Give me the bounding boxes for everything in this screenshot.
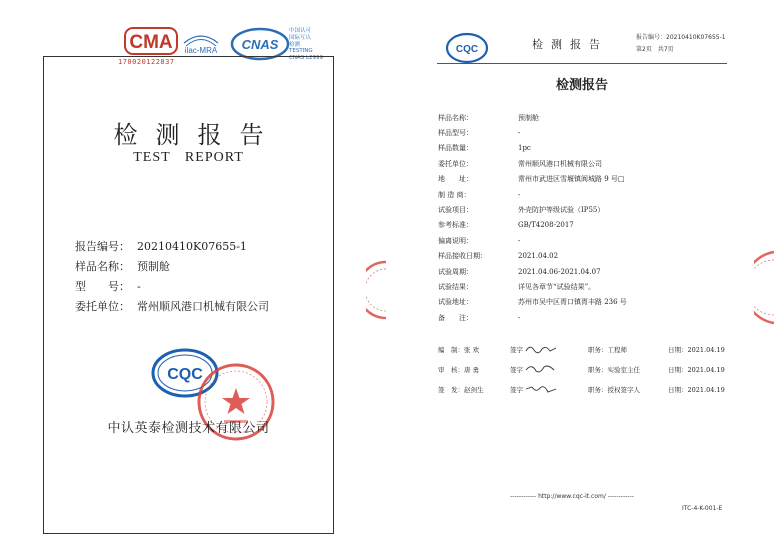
info-label: 样品数量： xyxy=(438,144,473,153)
handwritten-signature xyxy=(524,382,558,396)
cover-field-client xyxy=(75,297,269,317)
signature-position: 职务：授权签字人 xyxy=(588,386,640,394)
info-label: 样品接收日期： xyxy=(438,252,487,261)
header-report-number-label: 报告编号： xyxy=(636,34,667,41)
info-value: - xyxy=(518,313,521,322)
info-label: 偏离说明： xyxy=(438,236,473,245)
info-label: 地 址： xyxy=(438,175,473,184)
signature-date: 日期：2021.04.19 xyxy=(668,386,725,394)
header-page-info: 第2页 共7页 xyxy=(636,46,674,53)
cover-field-model xyxy=(75,277,269,297)
info-row-sample-quantity xyxy=(438,141,627,156)
cqc-header-logo-text: CQC xyxy=(455,44,479,55)
signature-block xyxy=(438,342,738,402)
footer-form-code: ITC-4-K-001-E xyxy=(682,505,723,512)
cnas-logo-text: CNAS xyxy=(241,37,279,52)
report-title: 检测报告 xyxy=(555,78,608,93)
info-value: - xyxy=(518,190,521,199)
info-value: 预制舱 xyxy=(518,113,539,122)
handwritten-signature xyxy=(524,362,558,376)
cnas-line: 检测 xyxy=(289,41,301,48)
signature-role: 编 制：张 欢 xyxy=(438,346,480,354)
cover-title-english: TEST REPORT xyxy=(133,150,244,165)
cma-logo-text: CMA xyxy=(129,32,173,53)
signature-row-issuer xyxy=(438,382,738,402)
ilac-mra-text: ilac-MRA xyxy=(184,46,218,55)
header-divider xyxy=(437,63,727,64)
info-row-client xyxy=(438,156,627,171)
cover-fields xyxy=(75,237,269,317)
info-row-deviation xyxy=(438,233,627,248)
info-value: 常州市武进区雪堰镇阆城路 9 号□ xyxy=(518,175,625,184)
field-label: 型 号： xyxy=(75,280,130,293)
header-meta xyxy=(636,32,726,56)
signature-row-compiler xyxy=(438,342,738,362)
info-label: 试验结果： xyxy=(438,282,473,291)
field-value: 预制舱 xyxy=(137,260,170,273)
info-label: 试验项目： xyxy=(438,206,473,215)
info-value: 详见各章节“试验结果”。 xyxy=(518,282,596,291)
cqc-header-logo xyxy=(445,32,489,64)
info-value: - xyxy=(518,236,521,245)
info-label: 参考标准： xyxy=(438,221,473,230)
cnas-line: 中国认可 xyxy=(289,28,312,34)
field-value: - xyxy=(137,280,141,293)
info-row-sample-name xyxy=(438,110,627,125)
cma-logo xyxy=(124,27,178,55)
info-value: 外壳防护等级试验（IP55） xyxy=(518,206,605,215)
cma-number: 170020122837 xyxy=(118,58,175,66)
info-row-reference-standard xyxy=(438,218,627,233)
info-value: 1pc xyxy=(518,144,531,153)
info-row-test-result xyxy=(438,279,627,294)
info-row-sample-model xyxy=(438,125,627,140)
info-value: 常州顺风港口机械有限公司 xyxy=(518,159,602,168)
field-value: 常州顺风港口机械有限公司 xyxy=(137,300,269,313)
info-label: 样品名称： xyxy=(438,113,473,122)
seal-star-icon xyxy=(222,388,250,414)
report-info-table xyxy=(438,110,627,325)
info-label: 试验地址： xyxy=(438,298,473,307)
info-row-test-item xyxy=(438,202,627,217)
header-title: 检测报告 xyxy=(532,38,608,51)
signature-role: 审 核：唐 勇 xyxy=(438,366,480,374)
field-label: 报告编号： xyxy=(75,240,130,253)
header-report-number-value: 20210410K07655-1 xyxy=(666,34,726,41)
signature-row-reviewer xyxy=(438,362,738,382)
info-label: 备 注： xyxy=(438,313,473,322)
signature-date: 日期：2021.04.19 xyxy=(668,366,725,374)
info-row-receipt-date xyxy=(438,249,627,264)
field-label: 样品名称： xyxy=(75,260,130,273)
cover-title-chinese: 检测报告 xyxy=(113,121,282,149)
info-row-manufacturer xyxy=(438,187,627,202)
signature-position: 职务：工程师 xyxy=(588,346,627,354)
field-value: 20210410K07655-1 xyxy=(137,240,247,253)
signature-date: 日期：2021.04.19 xyxy=(668,346,725,354)
cnas-line: 国际互认 xyxy=(289,34,312,41)
signature-label: 签字 xyxy=(510,386,523,394)
info-row-remarks xyxy=(438,310,627,325)
info-value: GB/T4208-2017 xyxy=(518,221,574,230)
field-label: 委托单位： xyxy=(75,300,130,313)
page-seam-seal xyxy=(366,260,386,320)
cqc-logo-text: CQC xyxy=(167,366,203,383)
handwritten-signature xyxy=(524,342,558,356)
header-report-number xyxy=(636,32,726,44)
info-row-test-period xyxy=(438,264,627,279)
info-value: 2021.04.06-2021.04.07 xyxy=(518,267,601,276)
signature-position: 职务：实验室主任 xyxy=(588,366,640,374)
info-label: 制 造 商： xyxy=(438,190,471,199)
info-label: 委托单位： xyxy=(438,159,473,168)
info-label: 试验周期： xyxy=(438,267,473,276)
info-row-test-address xyxy=(438,295,627,310)
info-value: 2021.04.02 xyxy=(518,252,559,261)
info-value: - xyxy=(518,129,521,138)
cover-field-sample-name xyxy=(75,257,269,277)
info-row-address xyxy=(438,172,627,187)
ilac-mra-logo xyxy=(180,29,222,57)
cover-company-name: 中认英泰检测技术有限公司 xyxy=(107,421,270,436)
footer-url: ------------ http://www.cqc-it.com/ ------------ xyxy=(510,493,634,500)
info-label: 样品型号： xyxy=(438,129,473,138)
cnas-line: CNAS L2999 xyxy=(289,55,324,62)
cover-field-report-number xyxy=(75,237,269,257)
signature-label: 签字 xyxy=(510,346,523,354)
page-seam-seal xyxy=(754,250,774,325)
info-value: 苏州市吴中区胥口镇胥丰路 236 号 xyxy=(518,298,627,307)
signature-label: 签字 xyxy=(510,366,523,374)
signature-role: 签 发：赵剑生 xyxy=(438,386,484,394)
cnas-line: TESTING xyxy=(289,48,313,55)
